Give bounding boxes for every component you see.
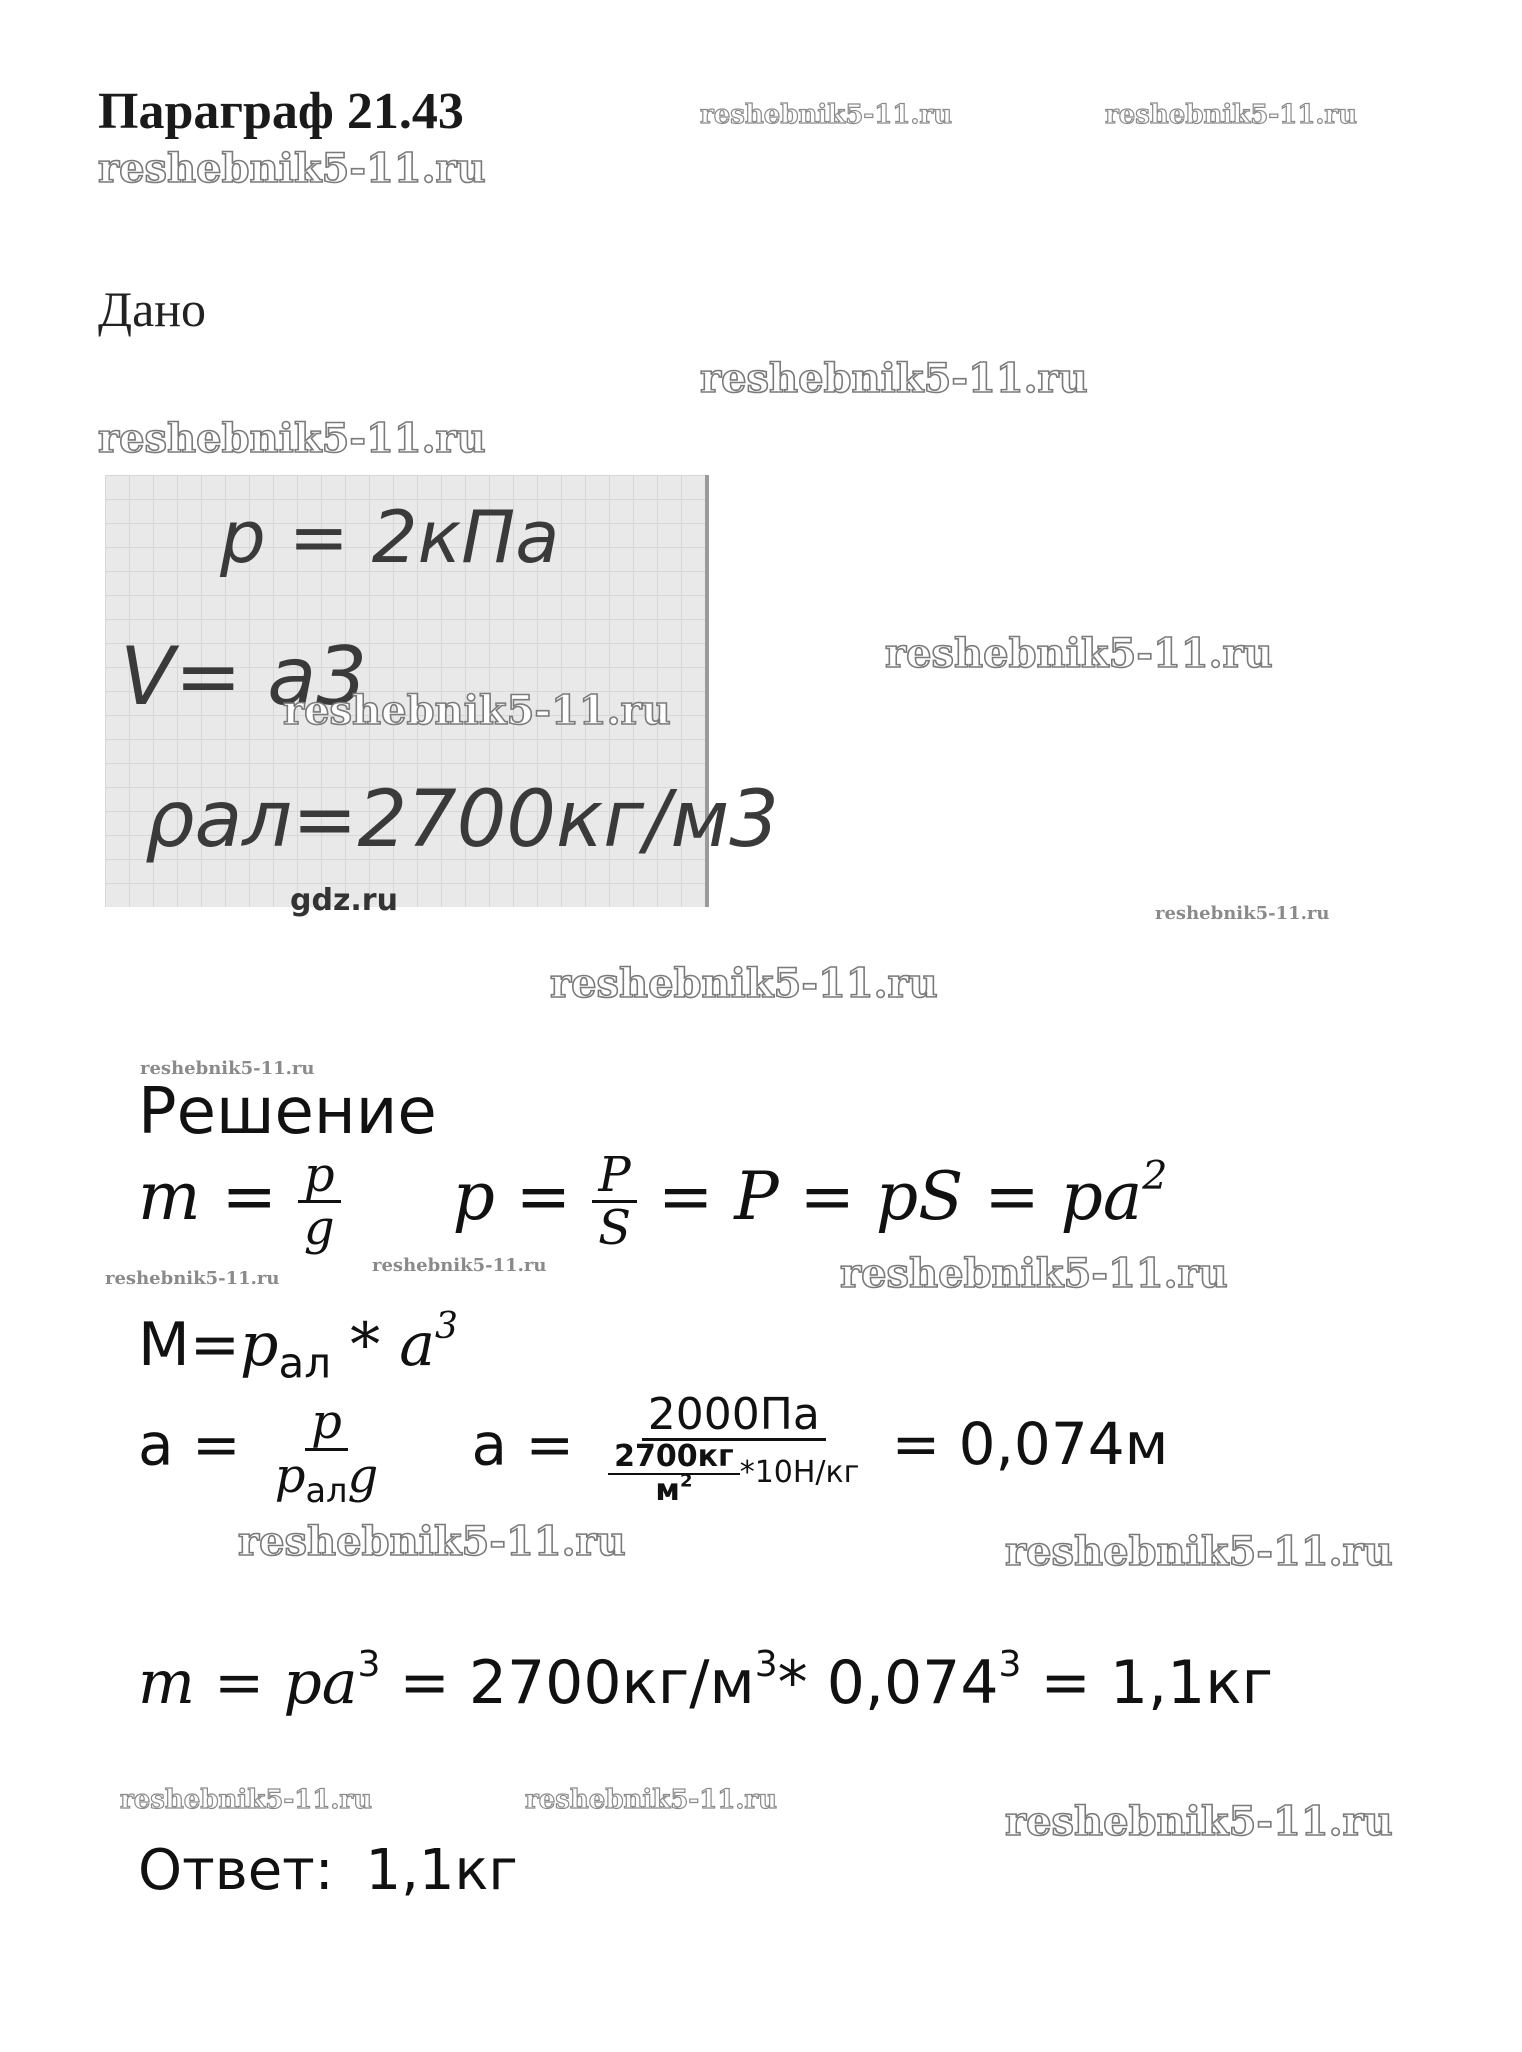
a2-num: 2000Па <box>642 1392 826 1441</box>
a1-den: $p_{ал}g$ <box>274 1447 379 1510</box>
f1-num: p <box>298 1150 341 1203</box>
watermark: reshebnik5-11.ru <box>98 145 486 192</box>
answer-label: Ответ: <box>138 1838 334 1903</box>
f1-den: g <box>303 1200 335 1257</box>
watermark: reshebnik5-11.ru <box>140 1058 315 1079</box>
m-line-sub: ал <box>278 1338 332 1388</box>
watermark: reshebnik5-11.ru <box>1005 1528 1393 1575</box>
given-volume: V= a3 <box>120 630 368 723</box>
watermark: reshebnik5-11.ru <box>700 100 953 130</box>
given-density: ρал=2700кг/м3 <box>145 775 779 865</box>
a2-lhs: a = <box>471 1410 575 1479</box>
a1-lhs: a = <box>138 1410 241 1479</box>
f2-lhs: p <box>452 1157 495 1235</box>
final-result: = 1,1кг <box>1021 1648 1274 1718</box>
given-photo <box>105 475 779 918</box>
formula-a-line <box>138 1389 1169 1510</box>
watermark: reshebnik5-11.ru <box>550 960 938 1007</box>
watermark: reshebnik5-11.ru <box>372 1255 547 1276</box>
watermark: reshebnik5-11.ru <box>98 415 486 462</box>
a2-inner-fraction: $\frac{2700кг}{м^2}$ <box>608 1441 740 1506</box>
given-heading: Дано <box>98 281 207 337</box>
watermark: reshebnik5-11.ru <box>105 1268 280 1289</box>
watermark: reshebnik5-11.ru <box>885 630 1273 677</box>
m-line-exp: 3 <box>434 1306 458 1347</box>
f2-num: P <box>592 1150 636 1203</box>
watermark: reshebnik5-11.ru <box>283 687 671 734</box>
watermark: reshebnik5-11.ru <box>525 1785 778 1815</box>
final-mult: * 0,074 <box>777 1648 999 1718</box>
a1-fraction <box>269 1394 385 1510</box>
a2-mult: *10Н/кг <box>739 1455 860 1491</box>
watermark: reshebnik5-11.ru <box>1155 903 1330 924</box>
watermark: reshebnik5-11.ru <box>700 355 1088 402</box>
final-mid: = 2700кг/м <box>380 1648 755 1718</box>
a2-den <box>602 1441 865 1506</box>
f2-rest: = P = pS = pa <box>657 1157 1143 1235</box>
formula-line-1: m = $\frac{p}{g}$ p = $\frac{P}{S}$ = P = pS = $pa^2$ <box>138 1147 1168 1257</box>
watermark: reshebnik5-11.ru <box>238 1518 626 1565</box>
photo-watermark: gdz.ru <box>290 883 398 918</box>
watermark: reshebnik5-11.ru <box>840 1250 1228 1297</box>
given-pressure: p = 2кПа <box>220 495 560 579</box>
m-line-rest: * a <box>331 1310 435 1380</box>
f2-den: S <box>598 1200 631 1257</box>
f1-lhs: m <box>138 1157 201 1235</box>
watermark: reshebnik5-11.ru <box>1005 1798 1393 1845</box>
answer-value: 1,1кг <box>365 1838 518 1903</box>
a1-num: p <box>305 1397 348 1450</box>
formula-mass-line <box>138 1306 458 1388</box>
final-lhs: m = pa <box>138 1648 358 1718</box>
f2-exp: 2 <box>1142 1153 1168 1200</box>
a2-result: = 0,074м <box>891 1410 1169 1479</box>
f1-fraction <box>298 1147 341 1257</box>
m-line-prefix: M= <box>138 1310 241 1380</box>
watermark: reshebnik5-11.ru <box>120 1785 373 1815</box>
solution-heading: Решение <box>138 1075 437 1149</box>
m-line-rho: p <box>240 1310 279 1380</box>
f2-fraction <box>592 1147 637 1257</box>
formula-final-line: $m = pa^3 = 2700кг/м^3*$ $0,074^3 = 1,1кг$ <box>138 1644 1274 1718</box>
answer-line <box>138 1838 518 1903</box>
watermark: reshebnik5-11.ru <box>1105 100 1358 130</box>
a2-fraction <box>602 1389 865 1508</box>
page-title: Параграф 21.43 <box>98 83 464 140</box>
